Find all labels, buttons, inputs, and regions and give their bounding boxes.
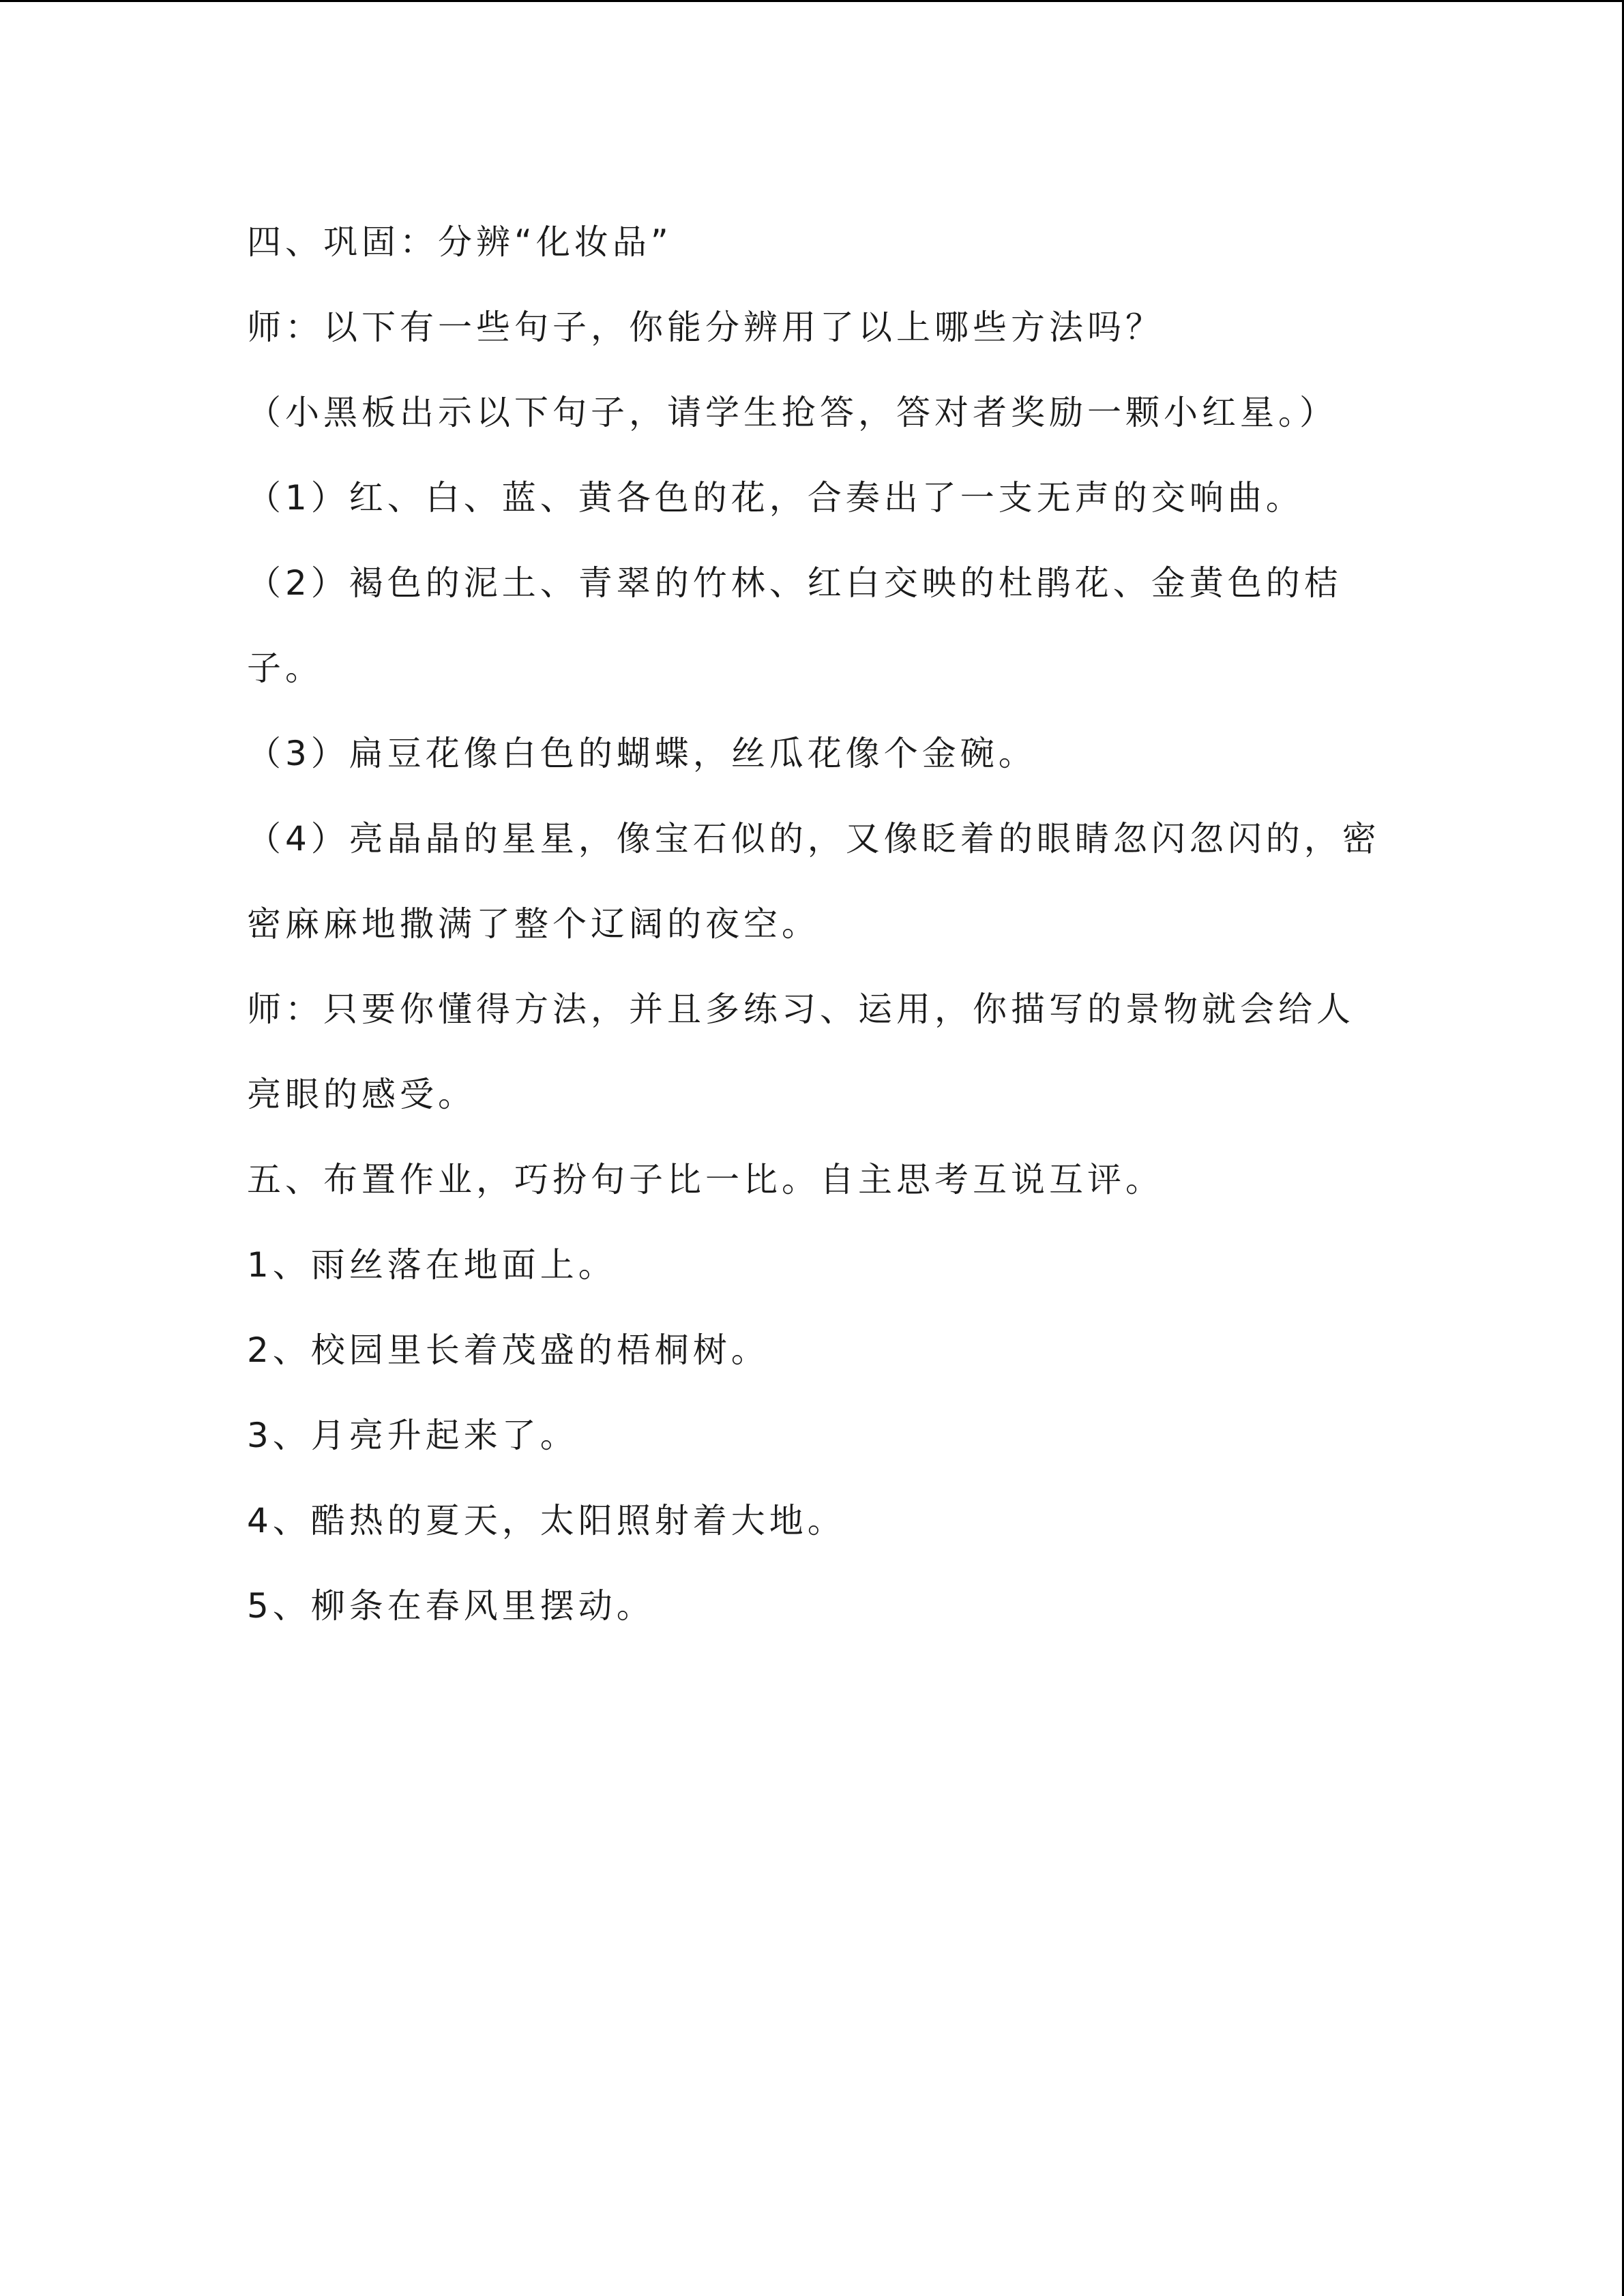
homework-item-2: 2、校园里长着茂盛的梧桐树。 [247, 1330, 769, 1370]
teacher-summary: 师：只要你懂得方法，并且多练习、运用，你描写的景物就会给人 [247, 989, 1355, 1029]
classroom-instruction: （小黑板出示以下句子，请学生抢答，答对者奖励一颗小红星。） [247, 393, 1338, 432]
teacher-prompt: 师：以下有一些句子，你能分辨用了以上哪些方法吗？ [247, 308, 1164, 347]
section-heading-consolidate: 四、巩固：分辨“化妆品” [247, 222, 673, 262]
teacher-summary-continued: 亮眼的感受。 [247, 1075, 476, 1114]
example-sentence-4-continued: 密麻麻地撒满了整个辽阔的夜空。 [247, 904, 820, 944]
homework-item-5: 5、柳条在春风里摆动。 [247, 1586, 655, 1626]
document-body [247, 208, 1406, 1657]
homework-item-3: 3、月亮升起来了。 [247, 1416, 578, 1455]
homework-item-1: 1、雨丝落在地面上。 [247, 1245, 617, 1285]
example-sentence-1: （1）红、白、蓝、黄各色的花，合奏出了一支无声的交响曲。 [247, 478, 1304, 518]
example-sentence-3: （3）扁豆花像白色的蝴蝶，丝瓜花像个金碗。 [247, 734, 1037, 773]
example-sentence-4: （4）亮晶晶的星星，像宝石似的，又像眨着的眼睛忽闪忽闪的，密 [247, 819, 1381, 859]
example-sentence-2-continued: 子。 [247, 648, 323, 688]
example-sentence-2: （2）褐色的泥土、青翠的竹林、红白交映的杜鹃花、金黄色的桔 [247, 563, 1342, 603]
homework-item-4: 4、酷热的夏天，太阳照射着大地。 [247, 1501, 846, 1540]
section-heading-homework: 五、布置作业，巧扮句子比一比。自主思考互说互评。 [247, 1160, 1164, 1199]
